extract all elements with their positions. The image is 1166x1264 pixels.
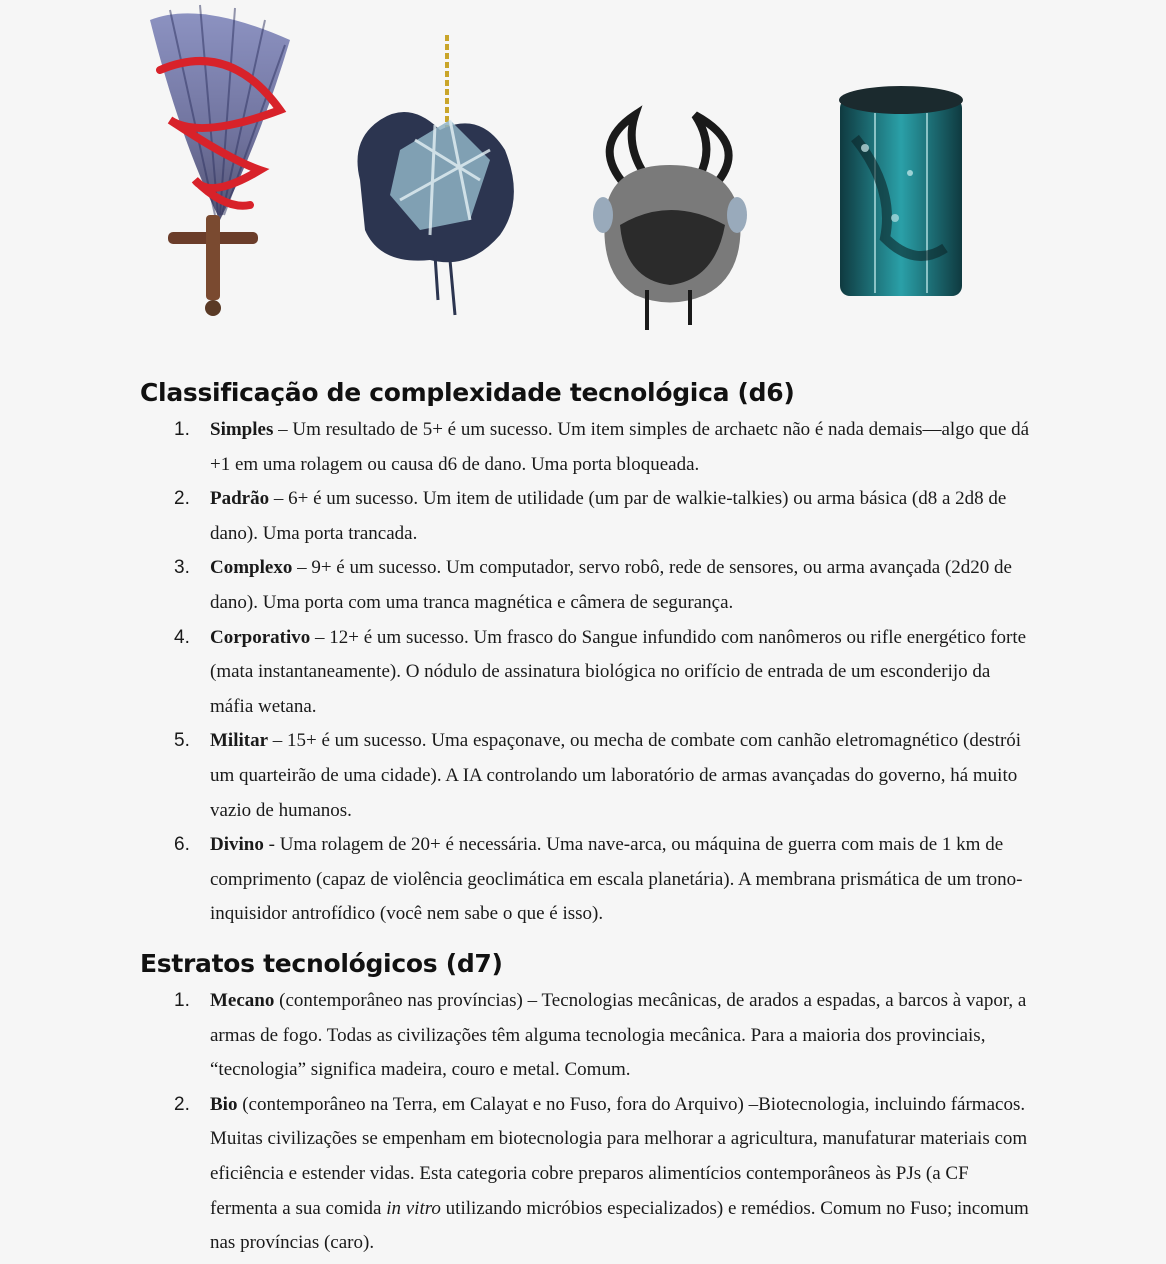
italic-term: in vitro (386, 1197, 441, 1219)
list-number: 5. (174, 730, 190, 752)
item-text: 9+ é um sucesso. Um computador, servo robô, rede de sensores, ou arma avançada (2d20 de dano). Uma porta com uma tranca magnética e câmera de segurança. (210, 557, 1012, 613)
list-item (0, 828, 1166, 932)
item-term: Complexo (210, 557, 293, 579)
list-number: 2. (174, 1093, 190, 1115)
list-item (0, 551, 1166, 620)
section-heading: Estratos tecnológicos (d7) (140, 949, 503, 978)
list-number: 4. (174, 626, 190, 648)
list-number: 1. (174, 990, 190, 1011)
separator: – (269, 488, 289, 510)
canister-icon (835, 78, 975, 303)
item-term: Padrão (210, 488, 270, 510)
illustration-row (0, 0, 1166, 345)
list-item (0, 724, 1166, 828)
item-term: Corporativo (210, 626, 311, 648)
list-number: 6. (174, 834, 190, 856)
item-text: utilizando micróbios especializados) e remédios. Comum no Fuso; incomum nas províncias (caro). (210, 1197, 1029, 1254)
beetle-mask-icon (585, 105, 755, 335)
strata-list (0, 984, 1166, 1261)
section-heading: Classificação de complexidade tecnológica (d6) (140, 378, 795, 407)
list-number: 3. (174, 557, 190, 579)
list-number: 1. (174, 419, 190, 440)
sword-feather-icon (140, 0, 310, 330)
list-number: 2. (174, 488, 190, 510)
separator: – (292, 557, 312, 579)
list-item (0, 413, 1166, 482)
crystal-pendant-icon (340, 30, 530, 320)
item-text: (contemporâneo na Terra, em Calayat e no Fuso, fora do Arquivo) –Biotecnologia, incluindo fármacos. Muitas civilizações se empenham em biotecnologia para melhorar a agricultura, manufaturar materiais com eficiência e estender vidas. Esta categoria cobre preparos alimentícios contemporâneos às PJs (a CF fermenta a sua comida (210, 1093, 1028, 1219)
item-text: Uma rolagem de 20+ é necessária. Uma nave-arca, ou máquina de guerra com mais de 1 km de comprimento (capaz de violência geoclimática em escala planetária). A membrana prismática de um trono-inquisidor antrofídico (você nem sabe o que é isso). (210, 834, 1023, 925)
item-term: Mecano (210, 990, 275, 1011)
separator: – (310, 626, 330, 648)
list-item (0, 621, 1166, 725)
item-term: Militar (210, 730, 269, 752)
item-text: 12+ é um sucesso. Um frasco do Sangue infundido com nanômeros ou rifle energético forte (mata instantaneamente). O nódulo de assinatura biológica no orifício de entrada de um esconderijo da máfia wetana. (210, 626, 1027, 717)
item-term: Divino (210, 834, 264, 856)
list-item (0, 1088, 1166, 1261)
separator: – (268, 730, 288, 752)
separator: - (263, 834, 280, 856)
item-text: 15+ é um sucesso. Uma espaçonave, ou mecha de combate com canhão eletromagnético (destrói um quarteirão de uma cidade). A IA controlando um laboratório de armas avançadas do governo, há muito vazio de humanos. (210, 730, 1022, 821)
item-text: 6+ é um sucesso. Um item de utilidade (um par de walkie-talkies) ou arma básica (d8 a 2d8 de dano). Uma porta trancada. (210, 488, 1007, 544)
item-term: Bio (210, 1093, 238, 1115)
separator: – (273, 419, 293, 440)
complexity-list (0, 413, 1166, 932)
list-item (0, 482, 1166, 551)
item-text: (contemporâneo nas províncias) – Tecnologias mecânicas, de arados a espadas, a barcos à vapor, a armas de fogo. Todas as civilizações têm alguma tecnologia mecânica. Para a maioria dos provinciais, “tecnologia” significa madeira, couro e metal. Comum. (210, 990, 1027, 1081)
list-item (0, 984, 1166, 1088)
item-term: Simples (210, 419, 274, 440)
item-text: Um resultado de 5+ é um sucesso. Um item simples de archaetc não é nada demais—algo que dá +1 em uma rolagem ou causa d6 de dano. Uma porta bloqueada. (210, 419, 1030, 475)
